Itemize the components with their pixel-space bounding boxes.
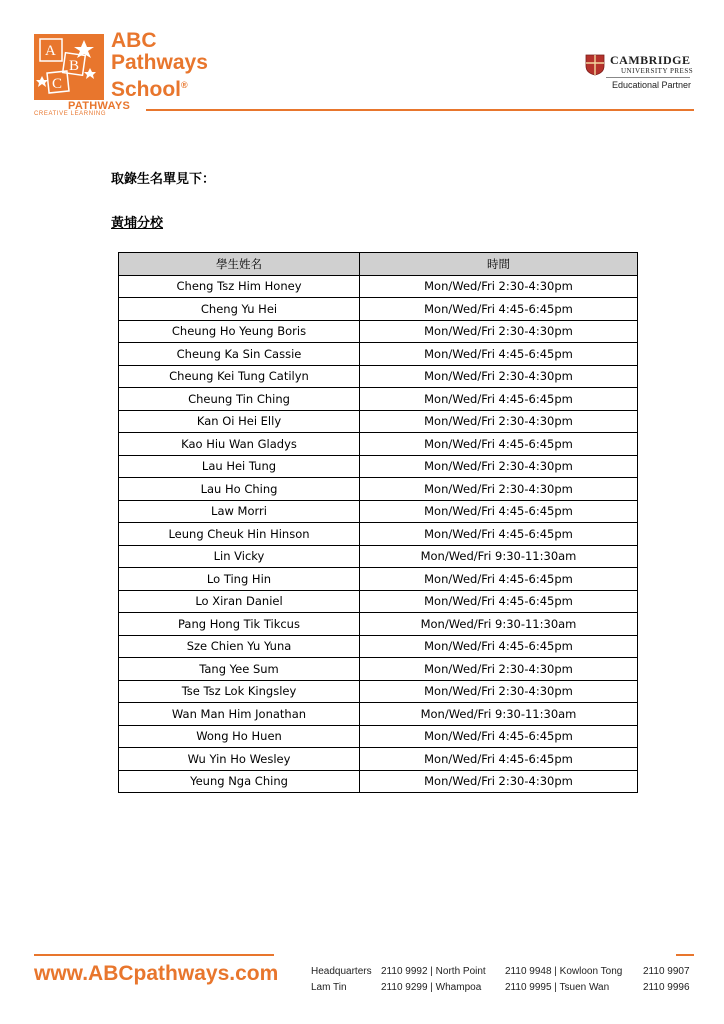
student-name-cell: Sze Chien Yu Yuna <box>119 635 360 658</box>
class-time-cell: Mon/Wed/Fri 4:45-6:45pm <box>360 433 638 456</box>
student-name-cell: Yeung Nga Ching <box>119 770 360 793</box>
class-time-cell: Mon/Wed/Fri 2:30-4:30pm <box>360 658 638 681</box>
table-row <box>119 658 638 681</box>
class-time-cell: Mon/Wed/Fri 4:45-6:45pm <box>360 748 638 771</box>
class-time-cell: Mon/Wed/Fri 9:30-11:30am <box>360 613 638 636</box>
contact-row <box>311 964 690 980</box>
student-roster-table <box>118 252 638 793</box>
website-url: www.ABCpathways.com <box>34 962 279 985</box>
partner-subtitle: UNIVERSITY PRESS <box>621 67 694 75</box>
class-time-cell: Mon/Wed/Fri 2:30-4:30pm <box>360 680 638 703</box>
student-name-cell: Tang Yee Sum <box>119 658 360 681</box>
student-name-cell: Leung Cheuk Hin Hinson <box>119 523 360 546</box>
partner-divider <box>606 77 690 78</box>
school-name-line-3: School® <box>111 78 188 101</box>
contact-cell: 2110 9299 | Whampoa <box>381 982 482 993</box>
student-name-cell: Cheung Tin Ching <box>119 388 360 411</box>
student-name-cell: Lau Ho Ching <box>119 478 360 501</box>
student-name-cell: Lo Ting Hin <box>119 568 360 591</box>
table-row <box>119 320 638 343</box>
class-time-cell: Mon/Wed/Fri 4:45-6:45pm <box>360 388 638 411</box>
intro-text: 取錄生名單見下： <box>111 172 216 187</box>
student-name-cell: Tse Tsz Lok Kingsley <box>119 680 360 703</box>
contact-cell: 2110 9948 | Kowloon Tong <box>505 966 623 977</box>
student-name-cell: Kan Oi Hei Elly <box>119 410 360 433</box>
table-row <box>119 343 638 366</box>
header-divider <box>146 109 694 111</box>
class-time-cell: Mon/Wed/Fri 9:30-11:30am <box>360 545 638 568</box>
class-time-cell: Mon/Wed/Fri 4:45-6:45pm <box>360 500 638 523</box>
table-row <box>119 500 638 523</box>
contact-list <box>311 964 690 996</box>
student-name-cell: Lin Vicky <box>119 545 360 568</box>
table-row <box>119 388 638 411</box>
table-row <box>119 680 638 703</box>
contact-cell: 2110 9996 <box>643 982 690 993</box>
table-row <box>119 365 638 388</box>
column-header-name: 學生姓名 <box>119 253 360 276</box>
class-time-cell: Mon/Wed/Fri 4:45-6:45pm <box>360 725 638 748</box>
logo-tagline: CREATIVE LEARNING <box>34 111 107 117</box>
table-row <box>119 770 638 793</box>
class-time-cell: Mon/Wed/Fri 2:30-4:30pm <box>360 455 638 478</box>
registered-mark: ® <box>181 80 188 90</box>
student-name-cell: Cheung Ka Sin Cassie <box>119 343 360 366</box>
student-name-cell: Cheng Yu Hei <box>119 298 360 321</box>
logo-letter: A <box>45 43 56 59</box>
table-row <box>119 590 638 613</box>
class-time-cell: Mon/Wed/Fri 4:45-6:45pm <box>360 590 638 613</box>
student-name-cell: Cheung Kei Tung Catilyn <box>119 365 360 388</box>
table-header-row <box>119 253 638 276</box>
class-time-cell: Mon/Wed/Fri 2:30-4:30pm <box>360 365 638 388</box>
footer-divider-right <box>676 954 694 956</box>
partner-name: CAMBRIDGE <box>610 53 691 67</box>
student-name-cell: Wan Man Him Jonathan <box>119 703 360 726</box>
student-name-cell: Pang Hong Tik Tikcus <box>119 613 360 636</box>
logo-letter: C <box>52 76 63 92</box>
column-header-time: 時間 <box>360 253 638 276</box>
school-name-line-2: Pathways <box>111 51 208 74</box>
contact-row <box>311 980 690 996</box>
student-name-cell: Kao Hiu Wan Gladys <box>119 433 360 456</box>
class-time-cell: Mon/Wed/Fri 2:30-4:30pm <box>360 275 638 298</box>
table-row <box>119 275 638 298</box>
table-row <box>119 523 638 546</box>
student-name-cell: Cheng Tsz Him Honey <box>119 275 360 298</box>
logo-letter: B <box>69 58 80 74</box>
class-time-cell: Mon/Wed/Fri 4:45-6:45pm <box>360 568 638 591</box>
contact-cell: 2110 9992 | North Point <box>381 966 486 977</box>
table-row <box>119 545 638 568</box>
contact-cell: Lam Tin <box>311 982 347 993</box>
table-row <box>119 613 638 636</box>
table-row <box>119 748 638 771</box>
class-time-cell: Mon/Wed/Fri 4:45-6:45pm <box>360 343 638 366</box>
footer-divider-left <box>34 954 274 956</box>
table-row <box>119 433 638 456</box>
class-time-cell: Mon/Wed/Fri 4:45-6:45pm <box>360 635 638 658</box>
class-time-cell: Mon/Wed/Fri 2:30-4:30pm <box>360 320 638 343</box>
student-name-cell: Lo Xiran Daniel <box>119 590 360 613</box>
shield-icon <box>585 54 605 76</box>
class-time-cell: Mon/Wed/Fri 2:30-4:30pm <box>360 770 638 793</box>
table-row <box>119 635 638 658</box>
table-row <box>119 725 638 748</box>
contact-cell: Headquarters <box>311 966 372 977</box>
class-time-cell: Mon/Wed/Fri 4:45-6:45pm <box>360 523 638 546</box>
class-time-cell: Mon/Wed/Fri 2:30-4:30pm <box>360 410 638 433</box>
table-row <box>119 703 638 726</box>
contact-cell: 2110 9995 | Tsuen Wan <box>505 982 610 993</box>
table-row <box>119 455 638 478</box>
student-name-cell: Cheung Ho Yeung Boris <box>119 320 360 343</box>
school-name-line-1: ABC <box>111 29 157 52</box>
table-row <box>119 298 638 321</box>
class-time-cell: Mon/Wed/Fri 2:30-4:30pm <box>360 478 638 501</box>
class-time-cell: Mon/Wed/Fri 9:30-11:30am <box>360 703 638 726</box>
student-name-cell: Lau Hei Tung <box>119 455 360 478</box>
class-time-cell: Mon/Wed/Fri 4:45-6:45pm <box>360 298 638 321</box>
abc-pathways-logo-mark <box>34 34 104 100</box>
student-name-cell: Law Morri <box>119 500 360 523</box>
table-row <box>119 478 638 501</box>
logo-subtitle: PATHWAYS <box>68 100 131 112</box>
student-name-cell: Wong Ho Huen <box>119 725 360 748</box>
school-name <box>111 30 208 101</box>
student-name-cell: Wu Yin Ho Wesley <box>119 748 360 771</box>
partner-label: Educational Partner <box>612 80 692 90</box>
table-row <box>119 410 638 433</box>
branch-heading: 黃埔分校 <box>111 216 164 231</box>
contact-cell: 2110 9907 <box>643 966 690 977</box>
table-row <box>119 568 638 591</box>
